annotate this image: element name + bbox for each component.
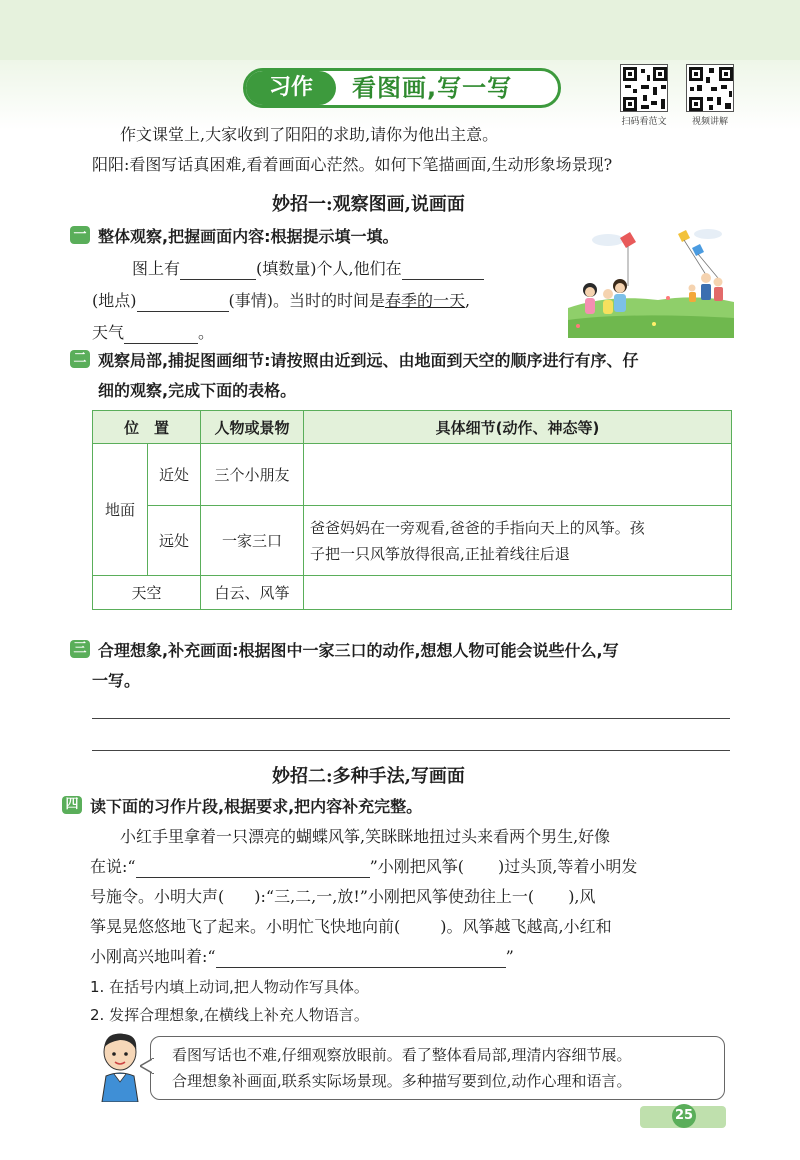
qr-code-video[interactable] [686,64,734,112]
table-cell-location: 地面 [93,444,148,576]
table-cell-detail-blank[interactable] [304,576,732,610]
tip-line-2: 合理想象补画面,联系实际场景现。多种描写要到位,动作心理和语言。 [172,1072,632,1090]
task-title: 观察局部,捕捉图画细节:请按照由近到远、由地面到天空的顺序进行有序、仔 [98,351,639,370]
blank-speech[interactable] [216,951,506,968]
blank-place[interactable] [402,263,484,280]
passage-text: 筝晃晃悠悠地飞了起来。小明忙飞快地向前( [90,917,401,936]
table-header: 人物或景物 [201,411,304,444]
page-number: 25 [672,1104,696,1128]
section-title-1: 妙招一:观察图画,说画面 [272,194,465,215]
table-cell-detail [304,506,732,576]
task-number-badge: 四 [62,796,82,814]
task-title: 读下面的习作片段,根据要求,把内容补充完整。 [90,797,423,816]
kite-scene-illustration [568,228,734,338]
table-cell-subject: 一家三口 [201,506,304,576]
title-badge: 习作 [246,71,336,105]
fill-text: 图上有 [132,259,181,278]
blank-speech[interactable] [136,861,370,878]
task-title-cont: 一写。 [92,671,141,690]
passage-text: ):“三,二,一,放!”小刚把风筝使劲往上一( [254,887,535,906]
table-cell-subject: 三个小朋友 [201,444,304,506]
passage-text: ”小刚把风筝( [369,857,465,876]
fill-text: 天气 [92,323,125,342]
passage-line [90,886,596,908]
top-band [0,0,800,60]
qr-code-sample[interactable] [620,64,668,112]
intro-line-2: 阳阳:看图写话真困难,看着画面心茫然。如何下笔描画面,生动形象场景现? [92,155,613,174]
passage-line [90,916,612,938]
task-number-badge: 二 [70,350,90,368]
task-number-badge: 一 [70,226,90,244]
detail-line: 爸爸妈妈在一旁观看,爸爸的手指向天上的风筝。孩 [310,518,645,537]
task-title-cont: 细的观察,完成下面的表格。 [98,381,297,400]
task-number-badge: 三 [70,640,90,658]
passage-text: )过头顶,等着小明发 [498,857,638,876]
fill-line-1 [132,258,484,280]
section-title-2: 妙招二:多种手法,写画面 [272,766,465,787]
fill-text: 。 [198,323,215,342]
passage-text: 号施令。小明大声( [90,887,225,906]
passage-text: )。风筝越飞越高,小红和 [440,917,612,936]
passage-text: ),风 [568,887,596,906]
fill-text: (填数量)个人,他们在 [256,259,402,278]
tip-line-1: 看图写话也不难,仔细观察放眼前。看了整体看局部,理清内容细节展。 [172,1046,632,1064]
table-cell-distance: 远处 [148,506,201,576]
fill-text: , [465,291,471,310]
task-title: 整体观察,把握画面内容:根据提示填一填。 [98,227,399,246]
page-title: 看图画,写一写 [352,74,513,102]
table-header: 位 置 [93,411,201,444]
passage-text: 小刚高兴地叫着:“ [90,947,216,966]
speech-pointer [140,1058,154,1074]
blank-weather[interactable] [124,327,198,344]
requirement-2: 2. 发挥合理想象,在横线上补充人物语言。 [90,1006,369,1024]
table-cell-location: 天空 [93,576,201,610]
passage-line [90,946,514,968]
qr-label-sample: 扫码看范文 [621,117,667,127]
table-header: 具体细节(动作、神态等) [304,411,732,444]
observation-table [92,410,732,610]
table-cell-detail-blank[interactable] [304,444,732,506]
fill-line-2 [92,290,470,312]
blank-activity[interactable] [137,295,229,312]
table-cell-distance: 近处 [148,444,201,506]
requirement-1: 1. 在括号内填上动词,把人物动作写具体。 [90,978,369,996]
blank-count[interactable] [180,263,256,280]
qr-label-video: 视频讲解 [691,117,728,127]
detail-line: 子把一只风筝放得很高,正扯着线往后退 [310,544,570,563]
passage-text: 在说:“ [90,857,136,876]
intro-line-1: 作文课堂上,大家收到了阳阳的求助,请你为他出主意。 [120,125,499,144]
writing-line[interactable] [92,750,730,751]
passage-text: ” [505,947,514,966]
fill-text: (地点) [92,291,137,310]
task-title: 合理想象,补充画面:根据图中一家三口的动作,想想人物可能会说些什么,写 [98,641,619,660]
fill-text: (事情)。当时的时间是 [228,291,385,310]
fill-line-3 [92,322,214,344]
passage-line: 小红手里拿着一只漂亮的蝴蝶风筝,笑眯眯地扭过头来看两个男生,好像 [120,827,611,846]
writing-line[interactable] [92,718,730,719]
table-cell-subject: 白云、风筝 [201,576,304,610]
given-answer: 春季的一天 [385,291,466,310]
passage-line [90,856,637,878]
